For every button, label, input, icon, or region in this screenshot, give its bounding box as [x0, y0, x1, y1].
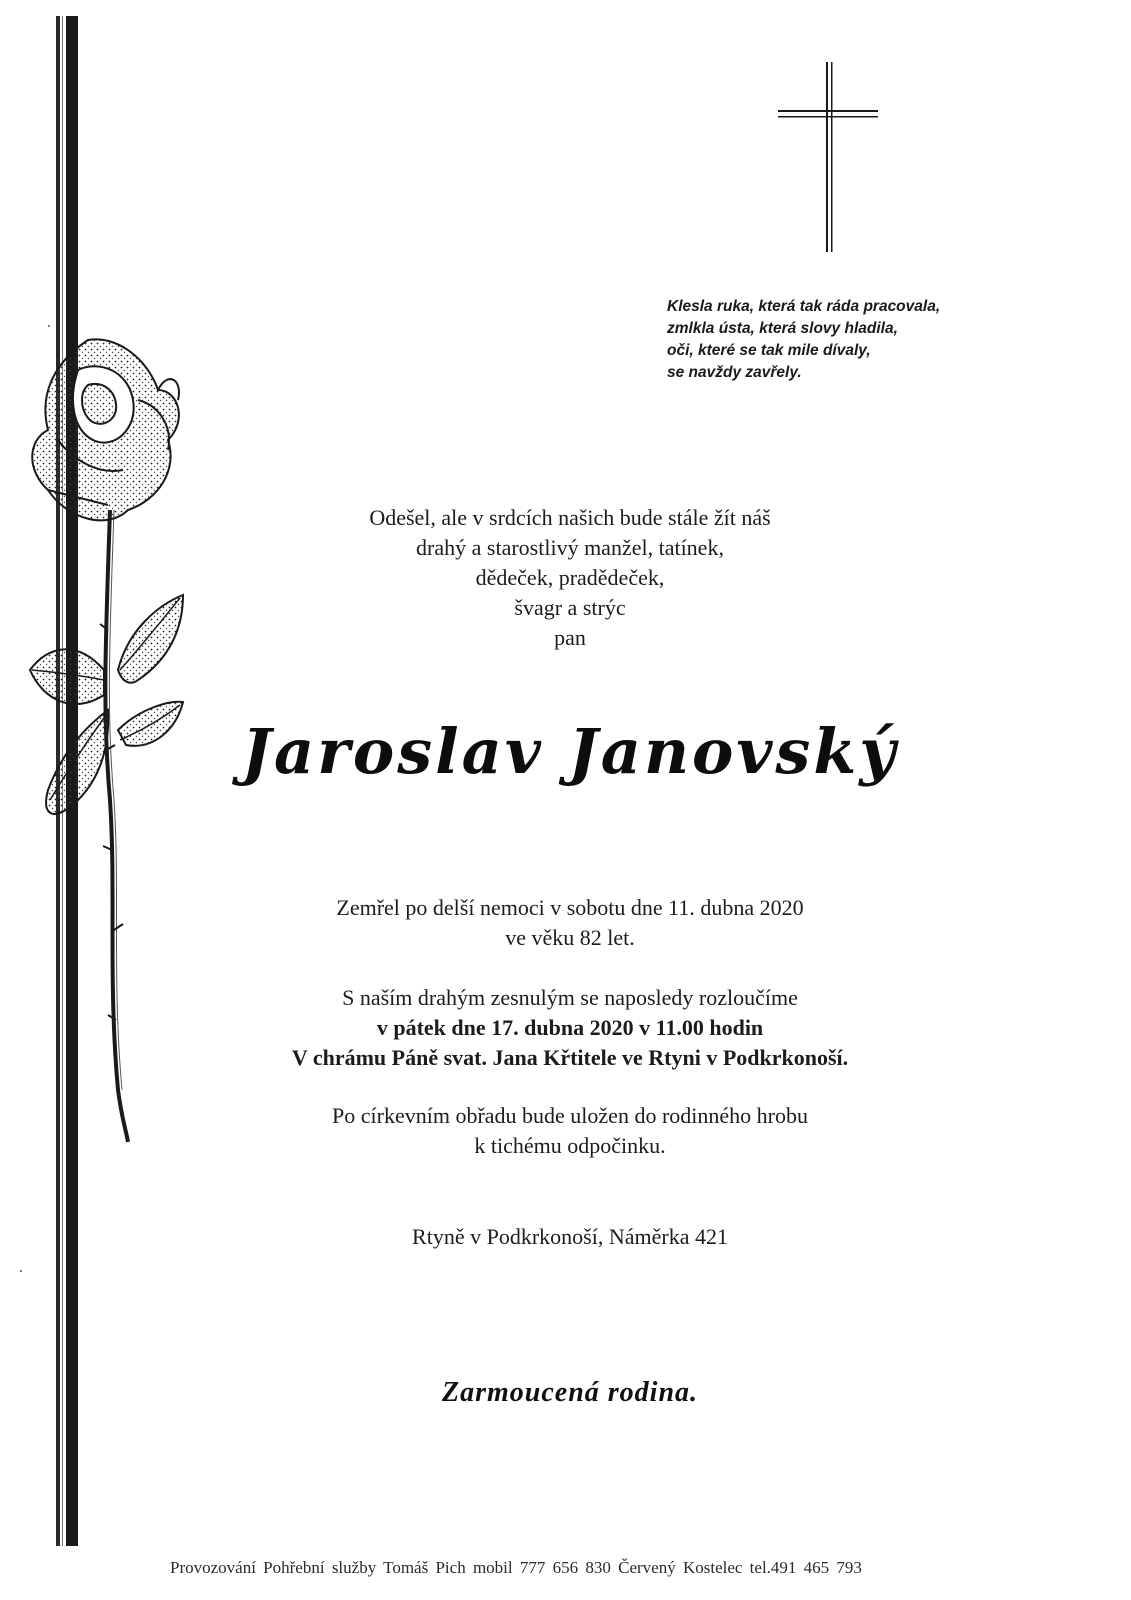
verse-line: oči, které se tak mile dívaly,: [667, 342, 871, 359]
death-line: ve věku 82 let.: [505, 925, 635, 950]
verse-line: zmlkla ústa, která slovy hladila,: [667, 320, 898, 337]
farewell-place: V chrámu Páně svat. Jana Křtitele ve Rtyni v Podkrkonoší.: [291, 1045, 849, 1070]
verse-line: se navždy zavřely.: [667, 364, 802, 381]
memorial-verse: [667, 296, 1107, 384]
family-signature: Zarmoucená rodina.: [441, 1377, 699, 1408]
intro-text: [170, 503, 970, 653]
scan-speck: [20, 1270, 22, 1272]
burial-line: Po církevním obřadu bude uložen do rodinného hrobu: [332, 1103, 808, 1128]
death-line: Zemřel po delší nemoci v sobotu dne 11. dubna 2020: [336, 895, 804, 920]
death-details: [170, 893, 970, 953]
funeral-service-footer: Provozování Pohřební služby Tomáš Pich mobil 777 656 830 Červený Kostelec tel.491 465 793: [170, 1558, 862, 1577]
verse-line: Klesla ruka, která tak ráda pracovala,: [667, 298, 941, 315]
intro-line: Odešel, ale v srdcích našich bude stále žít náš: [369, 505, 771, 530]
intro-line: pan: [554, 625, 586, 650]
burial-details: [170, 1101, 970, 1161]
intro-line: drahý a starostlivý manžel, tatínek,: [416, 535, 724, 560]
burial-line: k tichému odpočinku.: [474, 1133, 666, 1158]
intro-line: švagr a strýc: [514, 595, 626, 620]
intro-line: dědeček, pradědeček,: [475, 565, 665, 590]
farewell-date: v pátek dne 17. dubna 2020 v 11.00 hodin: [376, 1015, 764, 1040]
family-address: [170, 1222, 970, 1252]
deceased-name: Jaroslav Janovský: [241, 715, 899, 788]
address-line: Rtyně v Podkrkonoší, Náměrka 421: [412, 1224, 728, 1249]
farewell-line: S naším drahým zesnulým se naposledy rozloučíme: [342, 985, 798, 1010]
farewell-details: [170, 983, 970, 1073]
latin-cross-icon: [778, 62, 878, 252]
scan-speck: [48, 325, 50, 327]
